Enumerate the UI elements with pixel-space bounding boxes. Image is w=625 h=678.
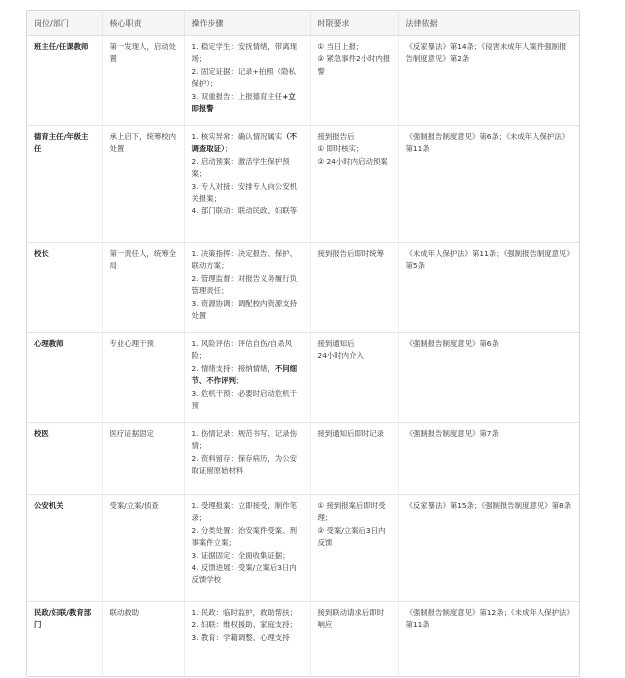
step-item xyxy=(192,388,303,413)
step-text: 1. 核实异常：确认情况属实 xyxy=(191,132,283,141)
time-item: 接到通知后即时记录 xyxy=(317,429,385,438)
table-row xyxy=(27,423,579,495)
step-text-tail: ； xyxy=(224,144,233,154)
time-cell xyxy=(310,36,398,126)
step-item xyxy=(192,453,303,478)
steps-cell xyxy=(184,243,310,333)
step-text: 1. 决策指挥：决定报告、保护、联动方案； xyxy=(191,249,297,271)
step-text: 1. 风险评估：评估自伤/自杀风险； xyxy=(191,339,293,361)
step-text: 3. 危机干预：必要时启动危机干预 xyxy=(191,388,297,411)
role-cell: 班主任/任课教师 xyxy=(27,36,102,126)
duty-cell: 承上启下，统筹校内处置 xyxy=(102,126,184,243)
time-cell xyxy=(310,333,398,423)
step-text: 2. 启动预案：激活学生保护预案； xyxy=(191,156,290,179)
time-item: ① 接到报案后即时受理； xyxy=(317,501,386,523)
step-text: 1. 受理报案：立即接受，制作笔录； xyxy=(191,501,297,523)
steps-cell xyxy=(184,423,310,495)
step-text: 2. 资料留存：保存病历，为公安取证留原始材料 xyxy=(191,453,297,476)
step-item xyxy=(192,91,303,116)
step-text: 2. 管理监督：对报告义务履行负管理责任； xyxy=(191,273,297,296)
procedure-table xyxy=(27,11,579,676)
table-row xyxy=(27,333,579,423)
step-item xyxy=(192,131,303,156)
time-item: 接到联动请求后即时响应 xyxy=(317,608,385,630)
law-cell: 《未成年人保护法》第11条；《强制报告制度意见》第5条 xyxy=(398,243,579,333)
step-item xyxy=(192,428,303,453)
step-item xyxy=(192,66,303,91)
step-text-tail: ； xyxy=(235,376,244,386)
table-row xyxy=(27,36,579,126)
steps-cell xyxy=(184,126,310,243)
step-item xyxy=(192,500,303,525)
step-item xyxy=(192,363,303,388)
duty-cell: 受案/立案/侦查 xyxy=(102,495,184,602)
law-cell: 《强制报告制度意见》第7条 xyxy=(398,423,579,495)
step-text: 3. 证据固定：全面收集证据； xyxy=(191,550,290,560)
time-item: ① 当日上报； xyxy=(317,42,364,51)
step-text: 3. 双重报告：上报德育主任 xyxy=(191,91,283,101)
step-item xyxy=(192,338,303,363)
table-row xyxy=(27,126,579,243)
step-text: 2. 妇联：维权援助、家庭支持； xyxy=(191,620,297,630)
step-emphasis: +立即报警 xyxy=(191,91,296,114)
step-text: 2. 固定证据：记录+拍照（隐私保护）； xyxy=(191,66,296,89)
step-emphasis: 不问细节、不作评判 xyxy=(191,363,297,386)
step-text: 3. 资源协调：调配校内资源支持处置 xyxy=(191,298,297,321)
step-text: 4. 部门联动：联动民政、妇联等 xyxy=(191,206,297,216)
table-row xyxy=(27,602,579,677)
step-item xyxy=(192,181,303,206)
step-text: 2. 情绪支持：接纳情绪， xyxy=(191,363,275,373)
law-cell: 《强制报告制度意见》第12条；《未成年人保护法》第11条 xyxy=(405,608,571,630)
steps-cell xyxy=(184,333,310,423)
step-item xyxy=(192,550,303,562)
steps-cell xyxy=(184,36,310,126)
time-cell xyxy=(310,423,398,495)
steps-cell xyxy=(184,602,310,677)
role-cell: 校长 xyxy=(27,243,102,333)
role-cell: 民政/妇联/教育部门 xyxy=(27,602,102,677)
time-item: 接到通知后 xyxy=(317,339,355,348)
step-text: 4. 反馈进展：受案/立案后3日内反馈学校 xyxy=(191,563,297,585)
table-row xyxy=(27,243,579,333)
law-cell: 《强制报告制度意见》第6条；《未成年人保护法》第11条 xyxy=(398,126,579,243)
time-item: 接到报告后即时统筹 xyxy=(317,249,385,258)
step-item xyxy=(192,562,303,587)
step-text: 3. 教育：学籍调整、心理支持 xyxy=(191,632,290,642)
table-row xyxy=(27,495,579,602)
law-cell: 《反家暴法》第15条；《强制报告制度意见》第8条 xyxy=(398,495,579,602)
step-item xyxy=(192,525,303,550)
duty-cell: 医疗证据固定 xyxy=(102,423,184,495)
time-item: ① 即时核实； xyxy=(317,144,364,154)
header-law: 法律依据 xyxy=(398,11,579,36)
step-item xyxy=(192,619,303,631)
duty-cell: 第一发现人，启动处置 xyxy=(102,36,184,126)
step-item xyxy=(192,41,303,66)
header-duty: 核心职责 xyxy=(102,11,184,36)
step-emphasis: （不调查取证） xyxy=(191,132,297,154)
time-item: ② 紧急事件2小时内报警 xyxy=(317,54,391,76)
law-cell: 《反家暴法》第14条；《侵害未成年人案件强制报告制度意见》第2条 xyxy=(398,36,579,126)
time-item: 接到报告后 xyxy=(317,132,355,141)
procedure-table-container xyxy=(26,10,580,677)
duty-cell: 专业心理干预 xyxy=(102,333,184,423)
time-item: 24小时内介入 xyxy=(317,351,364,361)
header-role: 岗位/部门 xyxy=(27,11,102,36)
step-text: 1. 稳定学生：安抚情绪，带离现场； xyxy=(191,42,297,64)
role-cell: 校医 xyxy=(27,423,102,495)
duty-cell: 联动救助 xyxy=(102,602,184,677)
table-header-row xyxy=(27,11,579,36)
time-cell xyxy=(310,602,398,677)
step-item xyxy=(192,205,303,217)
time-cell xyxy=(310,495,398,602)
step-item xyxy=(192,248,303,273)
steps-cell xyxy=(184,495,310,602)
law-cell: 《强制报告制度意见》第6条 xyxy=(398,333,579,423)
step-item xyxy=(192,156,303,181)
time-item: ② 24小时内启动预案 xyxy=(317,156,388,166)
header-steps: 操作步骤 xyxy=(184,11,310,36)
role-cell: 心理教师 xyxy=(27,333,102,423)
step-text: 3. 专人对接：安排专人向公安机关报案； xyxy=(191,181,297,204)
role-cell: 公安机关 xyxy=(27,495,102,602)
time-item: ② 受案/立案后3日内反馈 xyxy=(317,525,386,548)
header-time: 时限要求 xyxy=(310,11,398,36)
step-text: 1. 伤情记录：规范书写、记录伤情； xyxy=(191,429,297,451)
time-cell xyxy=(310,126,398,243)
duty-cell: 第一责任人，统筹全局 xyxy=(102,243,184,333)
step-item xyxy=(192,273,303,298)
step-text: 1. 民政：临时监护，救助帮扶； xyxy=(191,608,297,617)
step-item xyxy=(192,632,303,644)
role-cell: 德育主任/年级主任 xyxy=(27,126,102,243)
step-item xyxy=(192,298,303,323)
step-text: 2. 分类处置：治安案件受案、刑事案件立案； xyxy=(191,525,297,548)
time-cell xyxy=(310,243,398,333)
step-item xyxy=(192,607,303,619)
